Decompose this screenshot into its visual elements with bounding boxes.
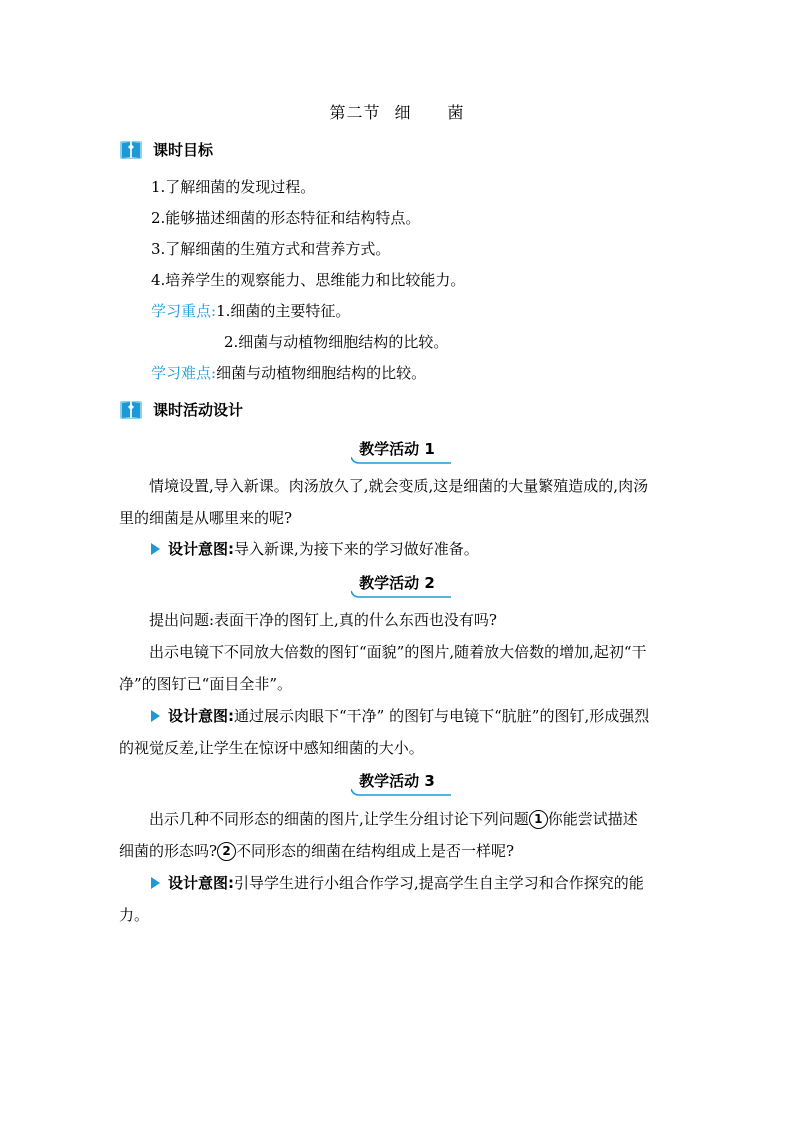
activity-2-body bbox=[119, 604, 679, 700]
activity-heading-text: 教学活动 1 bbox=[359, 440, 435, 458]
section-header-objectives bbox=[119, 136, 213, 162]
key-point-2: 2.细菌与动植物细胞结构的比较。 bbox=[224, 333, 449, 351]
section-title: 课时活动设计 bbox=[153, 400, 244, 419]
title-part-1: 第二节 bbox=[329, 103, 381, 122]
title-part-2: 细 bbox=[394, 103, 412, 122]
activity-3-line-1b: 你能尝试描述 bbox=[547, 810, 638, 828]
objective-item-1: 1.了解细菌的发现过程。 bbox=[151, 178, 316, 196]
page-title bbox=[0, 100, 794, 123]
activity-3-line-1a: 出示几种不同形态的细菌的图片,让学生分组讨论下列问题 bbox=[149, 810, 529, 828]
activity-3-line-1 bbox=[119, 803, 679, 835]
design-text: 导入新课,为接下来的学习做好准备。 bbox=[234, 540, 479, 558]
section-title: 课时目标 bbox=[153, 140, 214, 159]
activity-2-line-1: 提出问题:表面干净的图钉上,真的什么东西也没有吗? bbox=[149, 611, 497, 629]
objective-item-3: 3.了解细菌的生殖方式和营养方式。 bbox=[151, 240, 391, 258]
activity-3-design-cont bbox=[119, 899, 679, 931]
activity-3-line-2a: 细菌的形态吗? bbox=[119, 842, 218, 860]
activity-1-line-1: 情境设置,导入新课。肉汤放久了,就会变质,这是细菌的大量繁殖造成的,肉汤 bbox=[149, 477, 649, 495]
triangle-bullet-icon bbox=[151, 543, 160, 555]
design-text-continued: 力。 bbox=[119, 906, 150, 924]
activity-1-design bbox=[151, 533, 679, 565]
circled-number-1: 1 bbox=[529, 810, 548, 829]
design-label: 设计意图: bbox=[168, 540, 234, 558]
objective-item-2: 2.能够描述细菌的形态特征和结构特点。 bbox=[151, 209, 421, 227]
design-text-continued: 的视觉反差,让学生在惊讶中感知细菌的大小。 bbox=[119, 739, 424, 757]
triangle-bullet-icon bbox=[151, 877, 160, 889]
open-book-icon bbox=[119, 138, 143, 160]
activity-2-line-2: 出示电镜下不同放大倍数的图钉“面貌”的图片,随着放大倍数的增加,起初“干 bbox=[149, 643, 647, 661]
activity-2-line-3: 净”的图钉已“面目全非”。 bbox=[119, 675, 293, 693]
triangle-bullet-icon bbox=[151, 710, 160, 722]
title-part-3: 菌 bbox=[447, 103, 465, 122]
activity-3-line-2b: 不同形态的细菌在结构组成上是否一样呢? bbox=[236, 842, 515, 860]
activity-heading-2 bbox=[0, 572, 794, 597]
objective-item-4: 4.培养学生的观察能力、思维能力和比较能力。 bbox=[151, 271, 466, 289]
activity-3-body bbox=[119, 803, 679, 867]
activity-3-line-2 bbox=[119, 835, 679, 867]
design-text: 引导学生进行小组合作学习,提高学生自主学习和合作探究的能 bbox=[234, 874, 644, 892]
key-points-label: 学习重点: bbox=[151, 302, 217, 320]
key-points bbox=[151, 300, 350, 321]
activity-heading-1 bbox=[0, 438, 794, 463]
activity-heading-text: 教学活动 2 bbox=[359, 574, 435, 592]
design-label: 设计意图: bbox=[168, 874, 234, 892]
heading-underline bbox=[351, 589, 451, 599]
activity-1-line-2: 里的细菌是从哪里来的呢? bbox=[119, 509, 293, 527]
open-book-icon bbox=[119, 398, 143, 420]
activity-heading-text: 教学活动 3 bbox=[359, 772, 435, 790]
design-label: 设计意图: bbox=[168, 707, 234, 725]
difficulty bbox=[151, 362, 426, 383]
heading-underline bbox=[351, 787, 451, 797]
activity-2-design bbox=[151, 700, 679, 732]
activity-2-design-cont bbox=[119, 732, 679, 764]
difficulty-text: 细菌与动植物细胞结构的比较。 bbox=[216, 364, 427, 382]
activity-1-body bbox=[119, 470, 679, 534]
difficulty-label: 学习难点: bbox=[151, 364, 217, 382]
key-point-1: 1.细菌的主要特征。 bbox=[216, 302, 351, 320]
heading-underline bbox=[351, 455, 451, 465]
circled-number-2: 2 bbox=[217, 842, 236, 861]
activity-heading-3 bbox=[0, 770, 794, 795]
section-header-activities bbox=[119, 396, 243, 422]
design-text: 通过展示肉眼下“干净” 的图钉与电镜下“肮脏”的图钉,形成强烈 bbox=[234, 707, 650, 725]
activity-3-design bbox=[151, 867, 679, 899]
